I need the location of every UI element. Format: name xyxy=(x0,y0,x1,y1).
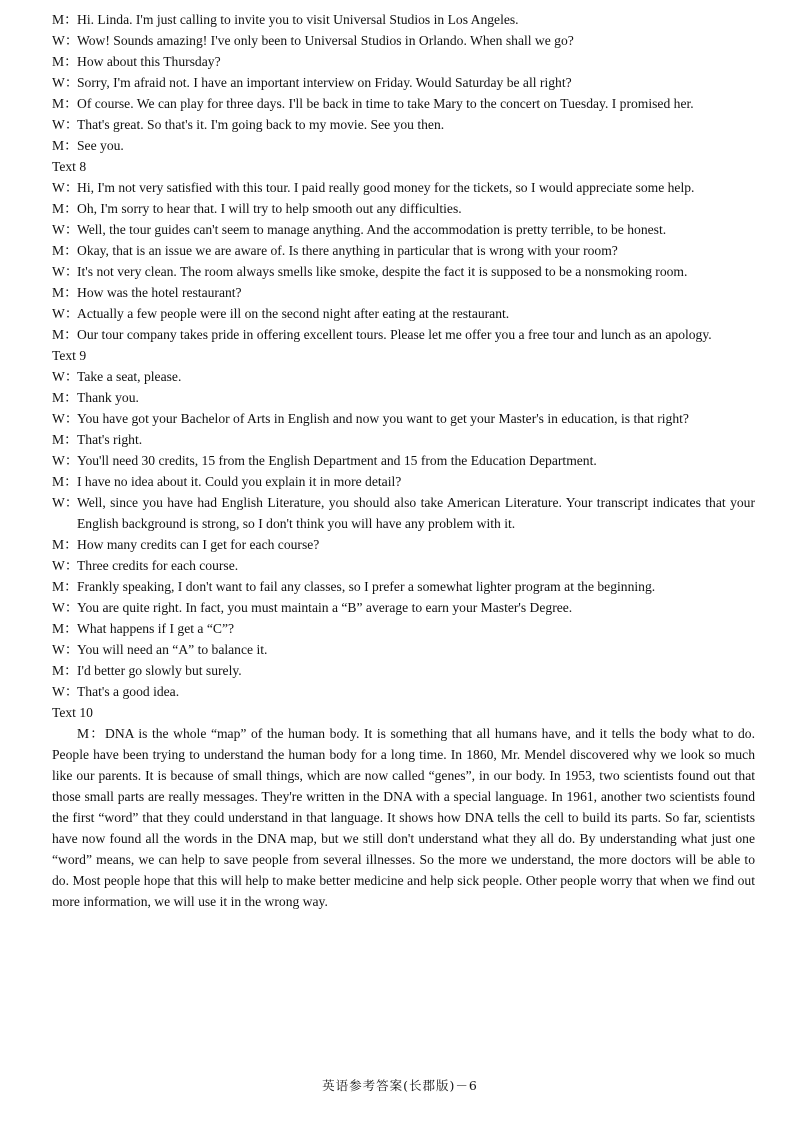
speaker-label: W： xyxy=(52,33,79,48)
dialogue-text: How about this Thursday? xyxy=(77,54,221,69)
dialogue-line xyxy=(52,366,755,387)
speaker-label: W： xyxy=(52,411,79,426)
speaker-label: W： xyxy=(52,684,79,699)
dialogue-text: You have got your Bachelor of Arts in English and now you want to get your Master's in education, is that right? xyxy=(77,411,689,426)
dialogue-line xyxy=(52,9,755,30)
speaker-label: W： xyxy=(52,117,79,132)
speaker-label: M： xyxy=(52,327,78,342)
dialogue-line xyxy=(52,282,755,303)
dialogue-text: Our tour company takes pride in offering excellent tours. Please let me offer you a free tour and lunch as an apology. xyxy=(77,327,712,342)
transcript-body xyxy=(52,9,755,912)
speaker-label: W： xyxy=(52,369,79,384)
speaker-label: M： xyxy=(52,663,78,678)
dialogue-text: Well, the tour guides can't seem to manage anything. And the accommodation is pretty terrible, to be honest. xyxy=(77,222,667,237)
dialogue-line xyxy=(52,555,755,576)
dialogue-text: That's great. So that's it. I'm going back to my movie. See you then. xyxy=(77,117,445,132)
dialogue-text: Sorry, I'm afraid not. I have an important interview on Friday. Would Saturday be all right? xyxy=(77,75,572,90)
dialogue-line xyxy=(52,408,755,429)
dialogue-line xyxy=(52,198,755,219)
dialogue-text: Hi. Linda. I'm just calling to invite you to visit Universal Studios in Los Angeles. xyxy=(77,12,519,27)
dialogue-line xyxy=(52,639,755,660)
dialogue-text: See you. xyxy=(77,138,124,153)
dialogue-line xyxy=(52,534,755,555)
dialogue-text: That's a good idea. xyxy=(77,684,180,699)
dialogue-text: Of course. We can play for three days. I'll be back in time to take Mary to the concert on Tuesday. I promised her. xyxy=(77,96,694,111)
dialogue-text: Thank you. xyxy=(77,390,139,405)
dialogue-text: Actually a few people were ill on the second night after eating at the restaurant. xyxy=(77,306,510,321)
dialogue-text: How was the hotel restaurant? xyxy=(77,285,242,300)
dialogue-text: Wow! Sounds amazing! I've only been to Universal Studios in Orlando. When shall we go? xyxy=(77,33,574,48)
speaker-label: W： xyxy=(52,495,79,510)
speaker-label: M： xyxy=(52,243,78,258)
dialogue-line xyxy=(52,429,755,450)
dialogue-line xyxy=(52,618,755,639)
speaker-label: W： xyxy=(52,180,79,195)
dialogue-text: You will need an “A” to balance it. xyxy=(77,642,268,657)
dialogue-line xyxy=(52,303,755,324)
speaker-label: M： xyxy=(52,537,78,552)
dialogue-line xyxy=(52,261,755,282)
speaker-label: W： xyxy=(52,453,79,468)
dialogue-text: That's right. xyxy=(77,432,143,447)
dialogue-line xyxy=(52,597,755,618)
speaker-label: W： xyxy=(52,306,79,321)
speaker-label: M： xyxy=(52,474,78,489)
dialogue-text: How many credits can I get for each course? xyxy=(77,537,320,552)
dialogue-text: You are quite right. In fact, you must maintain a “B” average to earn your Master's Degree. xyxy=(77,600,573,615)
speaker-label: W： xyxy=(52,222,79,237)
speaker-label: W： xyxy=(52,75,79,90)
dialogue-line xyxy=(52,240,755,261)
dialogue-text: Okay, that is an issue we are aware of. Is there anything in particular that is wrong with your room? xyxy=(77,243,618,258)
speaker-label: M： xyxy=(52,579,78,594)
speaker-label: W： xyxy=(52,558,79,573)
dialogue-line xyxy=(52,660,755,681)
speaker-label: M： xyxy=(52,138,78,153)
dialogue-text: Take a seat, please. xyxy=(77,369,182,384)
speaker-label: M： xyxy=(52,432,78,447)
monologue-paragraph: M：DNA is the whole “map” of the human body. It is something that all humans have, and it tells the body what to do. People have been trying to understand the human body for a long time. In 1860, Mr. Mendel discovered why we look so much like our parents. It is because of small things, which are now called “genes”, in our body. In 1953, two scientists found out that those small parts are really messages. They're written in the DNA with a special language. In 1961, another two scientists found the first “word” that they could understand in that language. It shows how DNA tells the cell to build its parts. So far, scientists have now found all the words in the DNA map, but we still don't understand what they all do. By understanding what just one “word” means, we can help to save people from several illnesses. So the more we understand, the more doctors will be able to do. Most people hope that this will help to make better medicine and help sick people. Other people worry that when we find out more information, we will use it in the wrong way. xyxy=(52,726,755,909)
speaker-label: M： xyxy=(52,54,78,69)
section-heading: Text 10 xyxy=(52,705,93,720)
dialogue-text: Well, since you have had English Literature, you should also take American Literature. Your transcript indicates that your English background is strong, so I don't think you will have any problem with it. xyxy=(77,495,755,531)
dialogue-line xyxy=(52,177,755,198)
dialogue-line xyxy=(52,51,755,72)
dialogue-text: What happens if I get a “C”? xyxy=(77,621,235,636)
dialogue-text: Oh, I'm sorry to hear that. I will try to help smooth out any difficulties. xyxy=(77,201,462,216)
dialogue-line xyxy=(52,93,755,114)
speaker-label: M： xyxy=(52,96,78,111)
dialogue-text: You'll need 30 credits, 15 from the English Department and 15 from the Education Department. xyxy=(77,453,597,468)
section-heading: Text 8 xyxy=(52,159,87,174)
dialogue-line xyxy=(52,471,755,492)
dialogue-text: Three credits for each course. xyxy=(77,558,239,573)
dialogue-text: I'd better go slowly but surely. xyxy=(77,663,242,678)
dialogue-line xyxy=(52,576,755,597)
dialogue-text: Hi, I'm not very satisfied with this tour. I paid really good money for the tickets, so I would appreciate some help. xyxy=(77,180,695,195)
dialogue-line xyxy=(52,30,755,51)
dialogue-line xyxy=(52,114,755,135)
speaker-label: M： xyxy=(52,201,78,216)
dialogue-line xyxy=(52,72,755,93)
dialogue-line xyxy=(52,681,755,702)
speaker-label: M： xyxy=(52,12,78,27)
dialogue-line xyxy=(52,219,755,240)
speaker-label: W： xyxy=(52,642,79,657)
section-heading: Text 9 xyxy=(52,348,87,363)
speaker-label: M： xyxy=(52,285,78,300)
speaker-label: M： xyxy=(52,390,78,405)
dialogue-line xyxy=(52,450,755,471)
speaker-label: W： xyxy=(52,600,79,615)
speaker-label: M： xyxy=(52,621,78,636)
dialogue-text: I have no idea about it. Could you explain it in more detail? xyxy=(77,474,402,489)
dialogue-line xyxy=(52,135,755,156)
dialogue-text: Frankly speaking, I don't want to fail any classes, so I prefer a somewhat lighter program at the beginning. xyxy=(77,579,656,594)
dialogue-text: It's not very clean. The room always smells like smoke, despite the fact it is supposed to be a nonsmoking room. xyxy=(77,264,688,279)
dialogue-line xyxy=(52,492,755,534)
dialogue-line xyxy=(52,387,755,408)
speaker-label: W： xyxy=(52,264,79,279)
dialogue-line xyxy=(52,324,755,345)
page-footer: 英语参考答案(长郡版)－6 xyxy=(322,1078,478,1093)
